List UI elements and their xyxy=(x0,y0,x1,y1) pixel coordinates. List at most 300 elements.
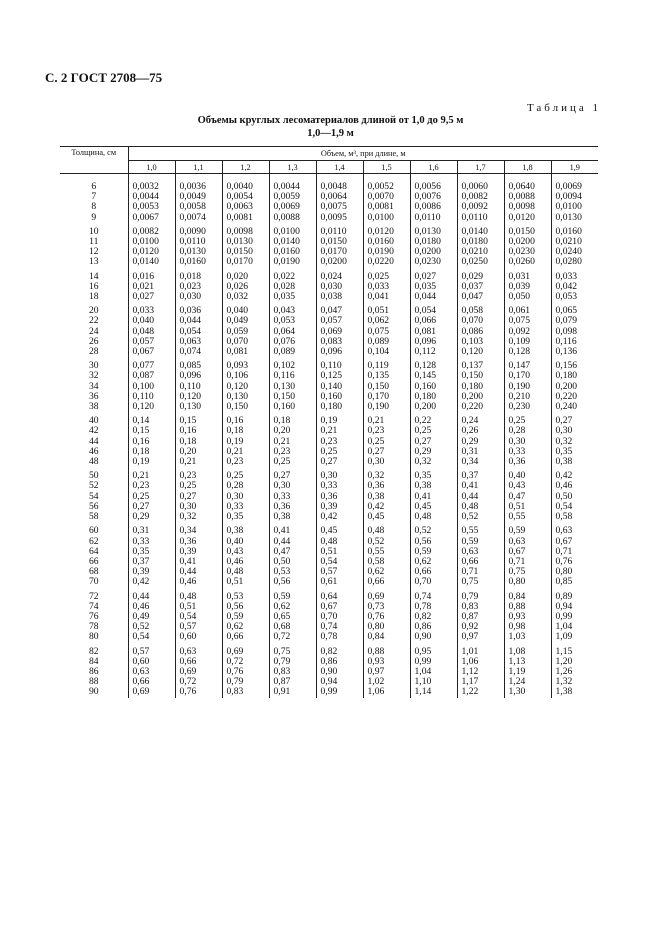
length-header-row xyxy=(60,161,598,174)
volume-cell: 0,25 xyxy=(222,471,269,481)
thickness-cell: 70 xyxy=(60,577,128,587)
volume-cell: 0,47 xyxy=(504,492,551,502)
volume-cell: 0,0200 xyxy=(410,247,457,257)
volume-cell: 0,023 xyxy=(175,282,222,292)
volume-cell: 0,25 xyxy=(410,426,457,436)
volume-cell: 0,76 xyxy=(222,667,269,677)
volume-cell: 0,0067 xyxy=(128,213,175,223)
volume-cell: 0,99 xyxy=(316,687,363,697)
volume-cell: 0,0210 xyxy=(555,236,582,248)
volume-cell: 0,75 xyxy=(269,647,316,657)
volume-cell: 0,035 xyxy=(410,282,457,292)
volume-cell: 0,093 xyxy=(222,361,269,371)
volume-cell: 0,38 xyxy=(363,492,410,502)
table-subtitle: 1,0—1,9 м xyxy=(307,128,354,139)
volume-cell: 0,0160 xyxy=(175,257,222,267)
volume-cell: 0,081 xyxy=(222,347,269,357)
volume-cell: 1,38 xyxy=(555,686,573,698)
volume-cell: 0,067 xyxy=(128,347,175,357)
volume-cell: 0,57 xyxy=(316,567,363,577)
thickness-cell: 48 xyxy=(60,457,128,467)
thickness-cell: 58 xyxy=(60,512,128,522)
volume-cell: 0,14 xyxy=(128,416,175,426)
volume-cell: 0,098 xyxy=(555,325,578,337)
volume-cell: 0,21 xyxy=(222,447,269,457)
volume-cell: 0,0082 xyxy=(128,227,175,237)
volume-cell: 0,075 xyxy=(504,316,551,326)
volume-cell: 0,46 xyxy=(175,577,222,587)
volume-cell: 0,0049 xyxy=(175,192,222,202)
volume-cell: 0,0130 xyxy=(222,237,269,247)
length-header-cell: 1,1 xyxy=(175,161,222,174)
volume-cell: 0,52 xyxy=(410,526,457,536)
volume-cell: 0,0100 xyxy=(555,201,582,213)
volume-cell: 0,45 xyxy=(316,526,363,536)
volume-cell: 0,69 xyxy=(175,667,222,677)
volume-cell: 0,56 xyxy=(410,537,457,547)
table-row xyxy=(60,632,598,642)
volume-cell: 0,58 xyxy=(363,557,410,567)
volume-cell: 1,02 xyxy=(363,677,410,687)
volume-cell: 0,35 xyxy=(555,445,573,457)
volume-cell: 0,43 xyxy=(504,481,551,491)
volume-cell: 0,0100 xyxy=(128,237,175,247)
volume-cell: 0,36 xyxy=(175,537,222,547)
volume-cell: 0,103 xyxy=(457,337,504,347)
volume-cell: 0,66 xyxy=(363,577,410,587)
volume-cell: 0,0640 xyxy=(504,174,551,193)
thickness-cell: 62 xyxy=(60,537,128,547)
thickness-cell: 54 xyxy=(60,492,128,502)
thickness-cell: 36 xyxy=(60,392,128,402)
volume-cell: 0,022 xyxy=(269,272,316,282)
volume-cell: 0,030 xyxy=(175,292,222,302)
thickness-cell: 18 xyxy=(60,292,128,302)
volume-cell: 0,120 xyxy=(457,347,504,357)
volume-cell: 0,0044 xyxy=(128,192,175,202)
volume-cell: 0,21 xyxy=(128,471,175,481)
volume-cell: 0,150 xyxy=(457,371,504,381)
volume-cell: 1,26 xyxy=(555,665,573,677)
volume-cell: 1,24 xyxy=(504,677,551,687)
volume-cell: 0,37 xyxy=(128,557,175,567)
thickness-cell: 38 xyxy=(60,402,128,412)
volume-cell: 0,21 xyxy=(269,437,316,447)
length-header-cell: 1,6 xyxy=(410,161,457,174)
volume-cell: 0,0140 xyxy=(457,227,504,237)
volume-cell: 1,19 xyxy=(504,667,551,677)
volume-cell: 0,30 xyxy=(269,481,316,491)
volume-cell: 0,106 xyxy=(222,371,269,381)
thickness-cell: 72 xyxy=(60,592,128,602)
volume-cell: 0,54 xyxy=(316,557,363,567)
volume-cell: 0,044 xyxy=(410,292,457,302)
volume-cell: 0,76 xyxy=(363,612,410,622)
volume-cell: 0,75 xyxy=(457,577,504,587)
volume-cell: 0,29 xyxy=(410,447,457,457)
volume-cell: 0,23 xyxy=(222,457,269,467)
volume-cell: 0,56 xyxy=(269,577,316,587)
thickness-cell: 13 xyxy=(60,257,128,267)
volume-cell: 0,0054 xyxy=(222,192,269,202)
volume-cell: 0,210 xyxy=(504,392,551,402)
volume-cell: 0,27 xyxy=(175,492,222,502)
volume-cell: 0,040 xyxy=(128,316,175,326)
volume-cell: 0,83 xyxy=(222,687,269,697)
volume-cell: 0,110 xyxy=(175,382,222,392)
volume-cell: 0,15 xyxy=(128,426,175,436)
volume-cell: 0,83 xyxy=(269,667,316,677)
volume-cell: 0,0160 xyxy=(269,247,316,257)
volume-cell: 0,30 xyxy=(175,502,222,512)
volume-cell: 0,79 xyxy=(457,592,504,602)
volume-cell: 0,51 xyxy=(316,547,363,557)
volume-cell: 0,41 xyxy=(457,481,504,491)
volume-cell: 0,0200 xyxy=(316,257,363,267)
volume-cell: 0,130 xyxy=(175,402,222,412)
volume-cell: 0,51 xyxy=(175,602,222,612)
volume-cell: 0,70 xyxy=(410,577,457,587)
volume-cell: 0,0086 xyxy=(410,202,457,212)
volume-cell: 0,0160 xyxy=(363,237,410,247)
volume-cell: 0,089 xyxy=(269,347,316,357)
length-header-cell: 1,0 xyxy=(128,161,175,174)
volume-cell: 0,41 xyxy=(175,557,222,567)
thickness-cell: 8 xyxy=(60,202,128,212)
volume-cell: 0,54 xyxy=(555,500,573,512)
volume-cell: 0,16 xyxy=(128,437,175,447)
volume-cell: 0,34 xyxy=(175,526,222,536)
volume-cell: 1,01 xyxy=(457,647,504,657)
volume-cell: 0,88 xyxy=(363,647,410,657)
volume-cell: 0,27 xyxy=(410,437,457,447)
volume-cell: 0,190 xyxy=(363,402,410,412)
volume-cell: 0,0140 xyxy=(269,237,316,247)
volume-cell: 0,46 xyxy=(555,480,573,492)
volume-cell: 1,17 xyxy=(457,677,504,687)
volume-cell: 0,23 xyxy=(269,447,316,457)
thickness-cell: 28 xyxy=(60,347,128,357)
volume-cell: 0,076 xyxy=(269,337,316,347)
thickness-cell: 88 xyxy=(60,677,128,687)
volume-cell: 0,70 xyxy=(316,612,363,622)
volume-cell: 0,0120 xyxy=(128,247,175,257)
volume-cell: 0,60 xyxy=(128,657,175,667)
volume-cell: 0,030 xyxy=(316,282,363,292)
volume-cell: 0,64 xyxy=(316,592,363,602)
volume-cell: 0,69 xyxy=(363,592,410,602)
volume-cell: 0,82 xyxy=(410,612,457,622)
volume-cell: 0,092 xyxy=(504,327,551,337)
thickness-cell: 32 xyxy=(60,371,128,381)
thickness-cell: 60 xyxy=(60,526,128,536)
volume-cell: 0,0100 xyxy=(269,227,316,237)
volume-cell: 0,066 xyxy=(410,316,457,326)
volume-cell: 0,15 xyxy=(175,416,222,426)
volume-cell: 0,97 xyxy=(457,632,504,642)
volume-cell: 0,075 xyxy=(363,327,410,337)
volume-cell: 0,047 xyxy=(316,306,363,316)
volume-cell: 0,0048 xyxy=(316,174,363,193)
volume-cell: 0,93 xyxy=(504,612,551,622)
volume-cell: 0,140 xyxy=(316,382,363,392)
volume-cell: 0,87 xyxy=(269,677,316,687)
volume-cell: 0,44 xyxy=(457,492,504,502)
volume-cell: 0,93 xyxy=(363,657,410,667)
volume-cell: 0,53 xyxy=(269,567,316,577)
volume-cell: 0,92 xyxy=(457,622,504,632)
volume-cell: 0,99 xyxy=(555,610,573,622)
volume-cell: 0,051 xyxy=(363,306,410,316)
volume-cell: 0,25 xyxy=(363,437,410,447)
volume-cell: 0,79 xyxy=(222,677,269,687)
volume-cell: 0,47 xyxy=(269,547,316,557)
volume-cell: 0,20 xyxy=(269,426,316,436)
volume-cell: 0,0075 xyxy=(316,202,363,212)
volume-cell: 0,0081 xyxy=(222,213,269,223)
volume-cell: 1,08 xyxy=(504,647,551,657)
thickness-cell: 10 xyxy=(60,227,128,237)
volume-cell: 0,35 xyxy=(410,471,457,481)
volume-cell: 0,38 xyxy=(269,512,316,522)
volume-cell: 0,76 xyxy=(175,687,222,697)
thickness-cell: 68 xyxy=(60,567,128,577)
thickness-cell: 44 xyxy=(60,437,128,447)
volume-cell: 0,40 xyxy=(504,471,551,481)
volume-cell: 0,053 xyxy=(555,291,578,303)
volume-cell: 0,69 xyxy=(222,647,269,657)
volume-cell: 0,21 xyxy=(363,416,410,426)
thickness-cell: 6 xyxy=(60,174,128,193)
volume-cell: 0,69 xyxy=(128,687,175,697)
volume-cell: 0,48 xyxy=(410,512,457,522)
volume-cell: 0,0090 xyxy=(175,227,222,237)
volume-cell: 1,15 xyxy=(555,645,573,657)
volume-cell: 0,081 xyxy=(410,327,457,337)
volume-cell: 0,0053 xyxy=(128,202,175,212)
volume-cell: 0,062 xyxy=(363,316,410,326)
volume-cell: 0,80 xyxy=(363,622,410,632)
volume-cell: 0,66 xyxy=(175,657,222,667)
volume-cell: 0,67 xyxy=(316,602,363,612)
volume-cell: 0,63 xyxy=(128,667,175,677)
volume-cell: 0,19 xyxy=(128,457,175,467)
table-row xyxy=(60,213,598,223)
volume-cell: 0,160 xyxy=(410,382,457,392)
volume-cell: 0,20 xyxy=(175,447,222,457)
volume-cell: 0,97 xyxy=(363,667,410,677)
volume-cell: 0,0190 xyxy=(363,247,410,257)
volume-cell: 0,42 xyxy=(128,577,175,587)
volume-cell: 0,160 xyxy=(316,392,363,402)
volume-cell: 0,102 xyxy=(269,361,316,371)
thickness-cell: 11 xyxy=(60,237,128,247)
volume-cell: 1,13 xyxy=(504,657,551,667)
volume-cell: 0,76 xyxy=(555,555,573,567)
volume-cell: 0,27 xyxy=(363,447,410,457)
volume-cell: 0,56 xyxy=(222,602,269,612)
volume-cell: 0,230 xyxy=(504,402,551,412)
volume-cell: 0,37 xyxy=(457,471,504,481)
volume-cell: 0,25 xyxy=(504,416,551,426)
length-header-cell: 1,3 xyxy=(269,161,316,174)
thickness-cell: 52 xyxy=(60,481,128,491)
volume-cell: 0,29 xyxy=(128,512,175,522)
thickness-cell: 64 xyxy=(60,547,128,557)
volume-cell: 1,04 xyxy=(555,621,573,633)
volume-cell: 0,0200 xyxy=(504,237,551,247)
volume-header: Объем, м³, при длине, м xyxy=(128,147,598,161)
volume-cell: 0,0060 xyxy=(457,174,504,193)
thickness-cell: 42 xyxy=(60,426,128,436)
volume-cell: 0,52 xyxy=(128,622,175,632)
volume-cell: 0,0088 xyxy=(504,192,551,202)
volume-cell: 0,48 xyxy=(363,526,410,536)
volume-cell: 0,62 xyxy=(222,622,269,632)
volume-cell: 0,074 xyxy=(175,347,222,357)
volume-cell: 0,0070 xyxy=(363,192,410,202)
volume-cell: 0,54 xyxy=(128,632,175,642)
volume-cell: 0,41 xyxy=(269,526,316,536)
volume-cell: 0,63 xyxy=(555,525,573,537)
volume-cell: 0,021 xyxy=(128,282,175,292)
volume-cell: 0,27 xyxy=(555,415,573,427)
volume-cell: 0,150 xyxy=(269,392,316,402)
thickness-cell: 90 xyxy=(60,687,128,697)
volume-cell: 0,83 xyxy=(457,602,504,612)
volume-cell: 0,018 xyxy=(175,272,222,282)
volume-cell: 0,68 xyxy=(269,622,316,632)
table-body xyxy=(60,174,598,698)
volume-cell: 0,0069 xyxy=(269,202,316,212)
volume-cell: 0,220 xyxy=(457,402,504,412)
volume-cell: 0,057 xyxy=(128,337,175,347)
volume-cell: 0,42 xyxy=(316,512,363,522)
volume-cell: 0,45 xyxy=(410,502,457,512)
volume-cell: 1,06 xyxy=(363,687,410,697)
volume-cell: 0,94 xyxy=(316,677,363,687)
volume-cell: 0,128 xyxy=(504,347,551,357)
volume-cell: 0,057 xyxy=(316,316,363,326)
volume-cell: 1,30 xyxy=(504,687,551,697)
volume-cell: 0,240 xyxy=(555,401,578,413)
volume-cell: 0,45 xyxy=(363,512,410,522)
volume-cell: 0,180 xyxy=(457,382,504,392)
volume-cell: 0,33 xyxy=(504,447,551,457)
volume-cell: 0,0240 xyxy=(555,246,582,258)
volume-cell: 0,0100 xyxy=(363,213,410,223)
volume-cell: 0,46 xyxy=(222,557,269,567)
volume-cell: 0,0170 xyxy=(222,257,269,267)
volume-cell: 0,91 xyxy=(269,687,316,697)
length-header-cell: 1,5 xyxy=(363,161,410,174)
volume-cell: 0,125 xyxy=(316,371,363,381)
volume-cell: 1,32 xyxy=(555,676,573,688)
volume-cell: 0,25 xyxy=(269,457,316,467)
volume-cell: 0,024 xyxy=(316,272,363,282)
volume-cell: 0,80 xyxy=(555,566,573,578)
volume-cell: 0,30 xyxy=(316,471,363,481)
volume-cell: 0,0190 xyxy=(269,257,316,267)
volume-cell: 0,79 xyxy=(269,657,316,667)
volume-cell: 0,18 xyxy=(175,437,222,447)
volume-cell: 0,84 xyxy=(363,632,410,642)
volume-cell: 0,38 xyxy=(555,456,573,468)
volume-cell: 0,59 xyxy=(269,592,316,602)
volume-cell: 0,064 xyxy=(269,327,316,337)
volume-table xyxy=(60,146,598,698)
volume-cell: 0,36 xyxy=(316,492,363,502)
volume-cell: 0,33 xyxy=(316,481,363,491)
volume-cell: 0,136 xyxy=(555,346,578,358)
volume-cell: 0,120 xyxy=(222,382,269,392)
volume-cell: 0,190 xyxy=(504,382,551,392)
volume-cell: 0,170 xyxy=(363,392,410,402)
volume-cell: 0,71 xyxy=(504,557,551,567)
volume-cell: 0,49 xyxy=(128,612,175,622)
thickness-cell: 12 xyxy=(60,247,128,257)
volume-cell: 0,39 xyxy=(128,567,175,577)
length-header-cell: 1,2 xyxy=(222,161,269,174)
volume-cell: 0,061 xyxy=(504,306,551,316)
volume-cell: 0,087 xyxy=(128,371,175,381)
volume-cell: 0,36 xyxy=(504,457,551,467)
volume-cell: 0,48 xyxy=(316,537,363,547)
volume-cell: 0,61 xyxy=(316,577,363,587)
volume-cell: 0,55 xyxy=(504,512,551,522)
volume-cell: 0,077 xyxy=(128,361,175,371)
volume-cell: 0,48 xyxy=(457,502,504,512)
volume-cell: 0,150 xyxy=(363,382,410,392)
volume-cell: 0,137 xyxy=(457,361,504,371)
volume-cell: 0,25 xyxy=(128,492,175,502)
volume-cell: 0,0150 xyxy=(504,227,551,237)
volume-cell: 0,59 xyxy=(222,612,269,622)
volume-cell: 0,59 xyxy=(504,526,551,536)
volume-cell: 0,047 xyxy=(457,292,504,302)
volume-cell: 0,0082 xyxy=(457,192,504,202)
volume-cell: 0,74 xyxy=(410,592,457,602)
volume-cell: 0,23 xyxy=(175,471,222,481)
volume-cell: 0,26 xyxy=(457,426,504,436)
length-header-cell: 1,9 xyxy=(551,161,598,174)
volume-cell: 1,06 xyxy=(457,657,504,667)
volume-cell: 0,0150 xyxy=(316,237,363,247)
volume-cell: 0,51 xyxy=(222,577,269,587)
volume-cell: 0,86 xyxy=(316,657,363,667)
volume-cell: 0,0032 xyxy=(128,174,175,193)
volume-cell: 0,30 xyxy=(363,457,410,467)
volume-cell: 0,063 xyxy=(175,337,222,347)
volume-cell: 0,0110 xyxy=(316,227,363,237)
volume-cell: 0,032 xyxy=(222,292,269,302)
volume-cell: 0,30 xyxy=(222,492,269,502)
table-row xyxy=(60,402,598,412)
volume-cell: 0,57 xyxy=(128,647,175,657)
thickness-cell: 56 xyxy=(60,502,128,512)
volume-cell: 0,029 xyxy=(457,272,504,282)
volume-cell: 0,38 xyxy=(222,526,269,536)
thickness-cell: 22 xyxy=(60,316,128,326)
volume-cell: 0,0074 xyxy=(175,213,222,223)
volume-cell: 0,32 xyxy=(555,435,573,447)
volume-cell: 1,09 xyxy=(555,631,573,643)
thickness-cell: 66 xyxy=(60,557,128,567)
volume-cell: 0,033 xyxy=(128,306,175,316)
volume-cell: 0,027 xyxy=(410,272,457,282)
volume-cell: 0,19 xyxy=(316,416,363,426)
volume-cell: 0,25 xyxy=(316,447,363,457)
